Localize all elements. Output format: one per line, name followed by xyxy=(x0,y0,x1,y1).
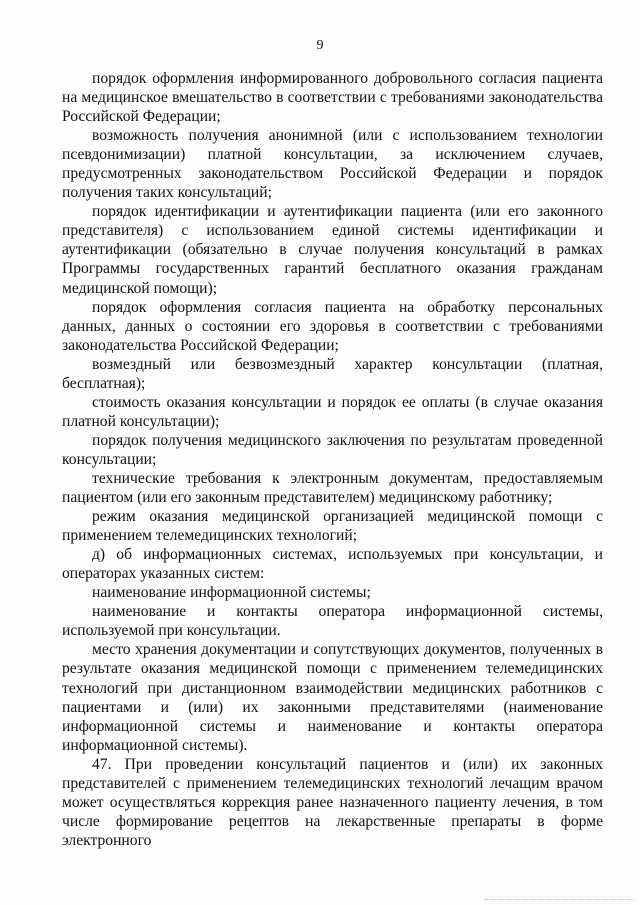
paragraph-identification: порядок идентификации и аутентификации пациента (или его законного представителя) с использованием единой системы идентификации и аутентификации (обязательно в случае получения консультаций в рамках Программы государственных гарантий бесплатного оказания гражданам медицинской помощи); xyxy=(62,203,603,297)
document-body xyxy=(62,69,603,850)
paragraph-information-systems: д) об информационных системах, используемых при консультации, и операторах указанных систем: xyxy=(62,546,603,583)
paragraph-system-name: наименование информационной системы; xyxy=(92,584,371,602)
paragraph-paid-or-free: возмездный или безвозмездный характер консультации (платная, бесплатная); xyxy=(62,355,603,392)
scan-edge-mark xyxy=(484,899,634,903)
paragraph-medical-conclusion: порядок получения медицинского заключения по результатам проведенной консультации; xyxy=(62,431,603,468)
paragraph-care-mode: режим оказания медицинской организацией медицинской помощи с применением телемедицинских технологий; xyxy=(62,508,603,545)
page-number: 9 xyxy=(316,38,324,53)
paragraph-consent-procedure: порядок оформления информированного добровольного согласия пациента на медицинское вмешательство в соответствии с требованиями законодательства Российской Федерации; xyxy=(62,70,603,126)
paragraph-personal-data-consent: порядок оформления согласия пациента на обработку персональных данных, данных о состоянии его здоровья в соответствии с требованиями законодательства Российской Федерации; xyxy=(62,298,603,354)
paragraph-cost: стоимость оказания консультации и порядок ее оплаты (в случае оказания платной консультации); xyxy=(62,393,603,430)
paragraph-technical-requirements: технические требования к электронным документам, предоставляемым пациентом (или его законным представителем) медицинскому работнику; xyxy=(62,469,603,507)
paragraph-anonymous-consultation: возможность получения анонимной (или с использованием технологии псевдонимизации) платной консультации, за исключением случаев, предусмотренных законодательством Российской Федерации и порядок получения таких консультаций; xyxy=(62,127,603,202)
paragraph-clause-47: 47. При проведении консультаций пациентов и (или) их законных представителей с применением телемедицинских технологий лечащим врачом может осуществляться коррекция ранее назначенного пациенту лечения, в том числе формирование рецептов на лекарственные препараты в форме электронного xyxy=(62,755,603,849)
paragraph-document-storage: место хранения документации и сопутствующих документов, полученных в результате оказания медицинской помощи с применением телемедицинских технологий при дистанционном взаимодействии медицинских работников с пациентами и (или) их законными представителями (наименование информационной системы и наименование и контакты оператора информационной системы). xyxy=(62,641,603,754)
paragraph-operator-contacts: наименование и контакты оператора информационной системы, используемой при консультации. xyxy=(62,603,603,640)
